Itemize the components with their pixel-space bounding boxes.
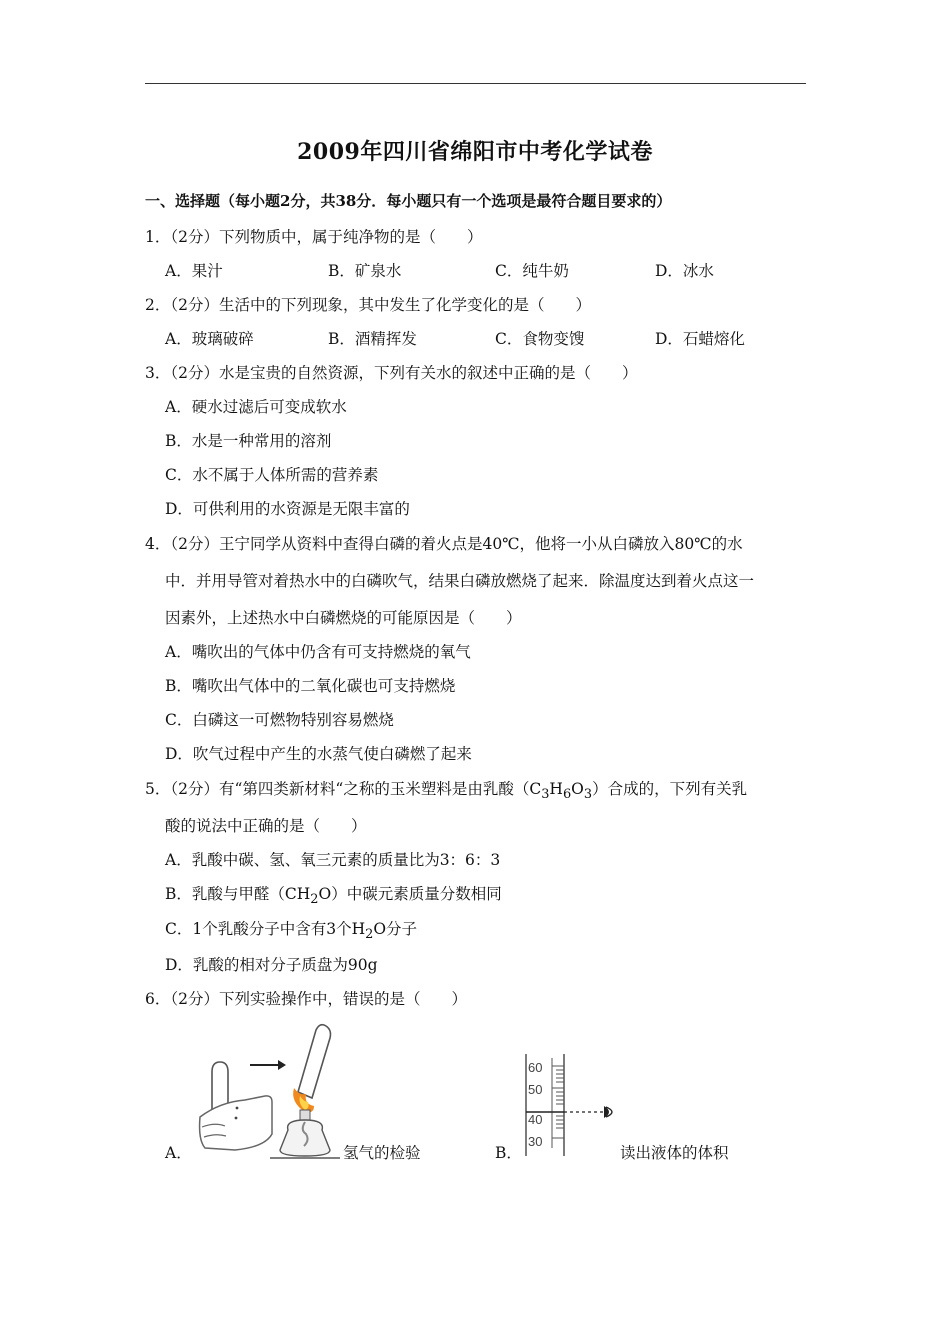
alcohol-lamp-icon xyxy=(270,1110,340,1158)
option-c: C．纯牛奶 xyxy=(495,262,569,280)
tick-label: 60 xyxy=(528,1060,543,1075)
hand-icon xyxy=(200,1096,272,1150)
option-b: B．酒精挥发 xyxy=(328,330,417,348)
option-c: C．水不属于人体所需的营养素 xyxy=(165,466,379,484)
question-number: 1． xyxy=(145,228,171,246)
option-b-caption: 读出液体的体积 xyxy=(620,1144,729,1162)
inverted-test-tube-icon xyxy=(298,1025,331,1098)
question-stem: （2分）水是宝贵的自然资源，下列有关水的叙述中正确的是（ ） xyxy=(170,364,638,382)
option-a-label: A． xyxy=(165,1144,192,1162)
option-d: D．乳酸的相对分子质盘为90g xyxy=(165,956,378,974)
option-a: A．玻璃破碎 xyxy=(165,330,254,348)
option-d: D．冰水 xyxy=(655,262,714,280)
question-6 xyxy=(145,987,467,1009)
subscript: 2 xyxy=(365,927,374,943)
question-stem: （2分）下列物质中，属于纯净物的是（ ） xyxy=(170,228,483,246)
question-stem-part: H xyxy=(549,780,563,798)
option-text: B．乳酸与甲醛（CH xyxy=(165,885,311,903)
option-b-label: B． xyxy=(495,1144,522,1162)
question-stem-part: ）合成的，下列有关乳 xyxy=(592,780,748,798)
option-d: D．吹气过程中产生的水蒸气使白磷燃了起来 xyxy=(165,745,472,763)
question-stem-line: 中．并用导管对着热水中的白磷吹气，结果白磷放燃烧了起来．除温度达到着火点这一 xyxy=(165,572,755,590)
option-c: C．食物变馊 xyxy=(495,330,585,348)
eye-icon xyxy=(604,1106,612,1118)
option-b xyxy=(165,882,502,907)
question-stem-part: O xyxy=(571,780,584,798)
tick-label: 30 xyxy=(528,1134,543,1149)
option-c: C．白磷这一可燃物特别容易燃烧 xyxy=(165,711,394,729)
option-b: B．矿泉水 xyxy=(328,262,402,280)
question-stem-line: 酸的说法中正确的是（ ） xyxy=(165,817,367,835)
tick-label: 50 xyxy=(528,1082,543,1097)
option-d: D．石蜡熔化 xyxy=(655,330,745,348)
question-number: 6． xyxy=(145,990,171,1008)
graduated-cylinder-icon xyxy=(526,1054,564,1156)
graduated-cylinder-illustration xyxy=(520,1052,625,1158)
subscript: 6 xyxy=(562,787,572,803)
option-c xyxy=(165,917,417,942)
option-b: B．水是一种常用的溶剂 xyxy=(165,432,332,450)
question-stem: （2分）下列实验操作中，错误的是（ ） xyxy=(170,990,467,1008)
question-stem: （2分）生活中的下列现象，其中发生了化学变化的是（ ） xyxy=(170,296,591,314)
hydrogen-test-illustration xyxy=(190,1022,345,1162)
question-5 xyxy=(145,777,747,802)
option-text: C．1个乳酸分子中含有3个H xyxy=(165,920,366,938)
subscript: 3 xyxy=(583,787,593,803)
question-number: 2． xyxy=(145,296,171,314)
page-title: 2009年四川省绵阳市中考化学试卷 xyxy=(297,139,653,165)
option-a: A．嘴吹出的气体中仍含有可支持燃烧的氧气 xyxy=(165,643,471,661)
option-a: A．硬水过滤后可变成软水 xyxy=(165,398,347,416)
option-b: B．嘴吹出气体中的二氧化碳也可支持燃烧 xyxy=(165,677,456,695)
arrow-icon xyxy=(250,1060,286,1070)
option-text: O分子 xyxy=(373,920,418,938)
section-heading: 一、选择题（每小题2分，共38分．每小题只有一个选项是最符合题目要求的） xyxy=(145,192,672,210)
option-a: A．果汁 xyxy=(165,262,223,280)
question-stem-line: （2分）王宁同学从资料中查得白磷的着火点是40℃，他将一小从白磷放入80℃的水 xyxy=(170,535,743,553)
question-number: 4． xyxy=(145,535,171,553)
option-a: A．乳酸中碳、氢、氧三元素的质量比为3：6：3 xyxy=(165,851,501,869)
option-a-caption: 氢气的检验 xyxy=(343,1144,421,1162)
option-text: O）中碳元素质量分数相同 xyxy=(318,885,502,903)
question-stem-part: （2分）有“第四类新材料“之称的玉米塑料是由乳酸（C xyxy=(170,780,542,798)
subscript: 2 xyxy=(310,892,319,908)
question-number: 5． xyxy=(145,780,171,798)
question-stem-line: 因素外，上述热水中白磷燃烧的可能原因是（ ） xyxy=(165,609,522,627)
header-rule xyxy=(145,83,806,84)
question-1 xyxy=(145,225,483,247)
question-4 xyxy=(145,532,743,554)
question-2 xyxy=(145,293,591,315)
tick-label: 40 xyxy=(528,1112,543,1127)
question-number: 3． xyxy=(145,364,171,382)
option-d: D．可供利用的水资源是无限丰富的 xyxy=(165,500,410,518)
question-3 xyxy=(145,361,638,383)
subscript: 3 xyxy=(541,787,550,803)
flame-icon xyxy=(293,1088,314,1112)
